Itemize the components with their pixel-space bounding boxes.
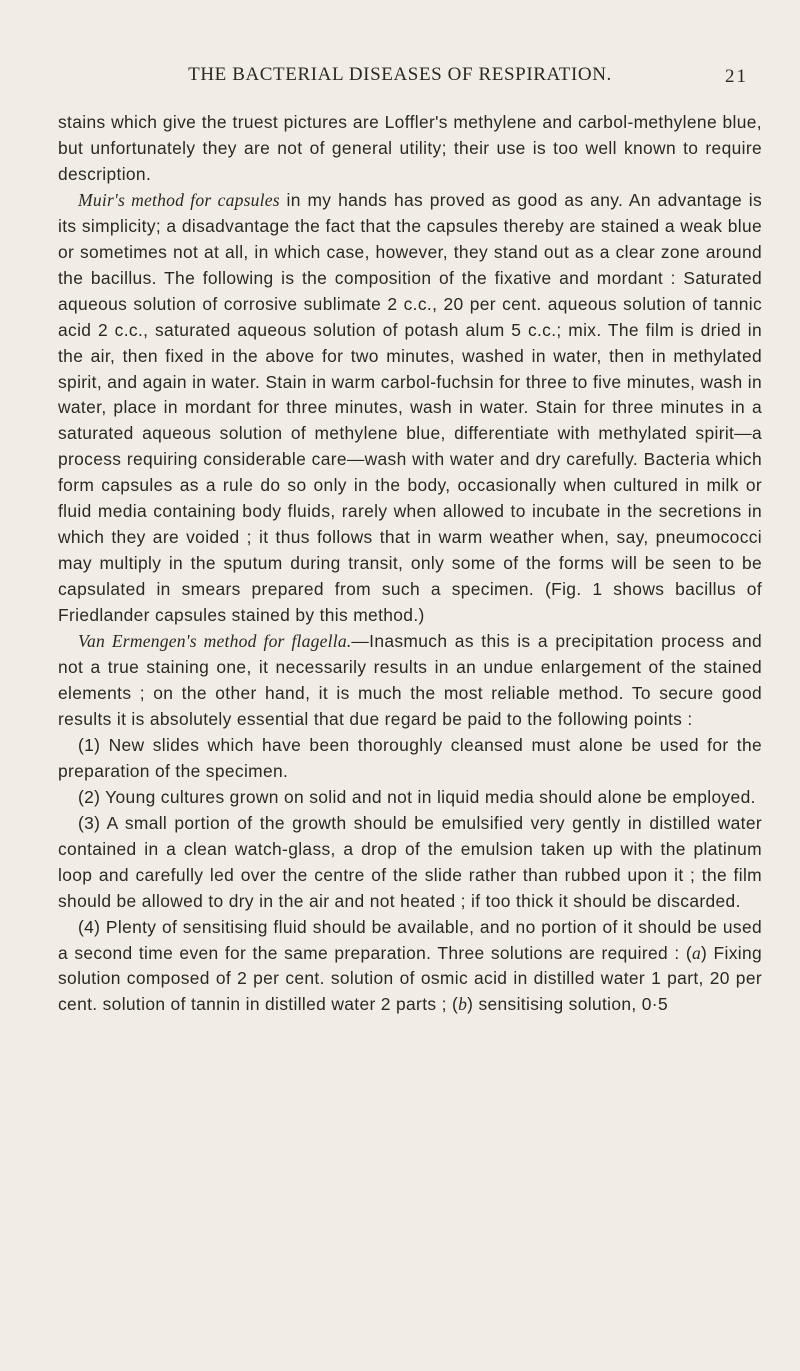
paragraph-van-ermengen-method (58, 629, 762, 733)
list-item-4-text-c: ) sensitising solution, 0·5 (467, 994, 668, 1015)
list-item-1-text: (1) New slides which have been thoroughly cleansed must alone be used for the preparation of the specimen. (58, 734, 762, 781)
van-ermengen-heading: Van Ermengen's method for flagella. (78, 631, 352, 652)
running-title: THE BACTERIAL DISEASES OF RESPIRATION. (188, 64, 612, 85)
muir-method-heading: Muir's method for capsules (78, 189, 280, 210)
list-item-4-letter-a: a (692, 942, 702, 963)
paragraph-loffler-stains: stains which give the truest pictures are Loffler's methylene and carbol-methylene blue, but unfortunately they are not of general utility; their use is too well known to require description. (58, 112, 762, 184)
page-number: 21 (725, 66, 748, 87)
list-item (58, 811, 762, 915)
list-item-4-text-b: ) Fixing solution composed of 2 per cent. solution of osmic acid in distilled water 1 part, 20 per cent. solution of tannin in distilled water 2 parts ; ( (58, 942, 763, 1015)
body-text (58, 110, 762, 1018)
list-item-4-letter-b: b (458, 994, 468, 1015)
muir-method-text: in my hands has proved as good as any. An advantage is its simplicity; a disadvantage the fact that the capsules thereby are stained a weak blue or sometimes not at all, in which case, however, they stand out as a clear zone around the bacillus. The following is the composition of the fixative and mordant : Saturated aqueous solution of corrosive sublimate 2 c.c., 20 per cent. aqueous solution of tannic acid 2 c.c., saturated aqueous solution of potash alum 5 c.c.; mix. The film is dried in the air, then fixed in the above for two minutes, washed in water, then in methylated spirit, and again in water. Stain in warm carbol-fuchsin for three to five minutes, wash in water, place in mordant for three minutes, wash in water. Stain for three minutes in a saturated aqueous solution of methylene blue, differentiate with methylated spirit—a process requiring considerable care—wash with water and dry carefully. Bacteria which form capsules as a rule do so only in the body, occasionally when cultured in milk or fluid media containing body fluids, rarely when allowed to incubate in the secretions in which they are voided ; it thus follows that in warm weather when, say, pneumococci may multiply in the sputum during transit, only some of the forms will be seen to be capsulated in smears prepared from such a specimen. (Fig. 1 shows bacillus of Friedlander capsules stained by this method.) (58, 189, 762, 626)
paragraph-muir-method (58, 188, 762, 629)
list-item (58, 733, 762, 785)
van-ermengen-text: —Inasmuch as this is a precipitation process and not a true staining one, it necessarily results in an undue enlargement of the stained elements ; on the other hand, it is much the most reliable method. To secure good results it is absolutely essential that due regard be paid to the following points : (58, 631, 762, 729)
running-header (0, 64, 800, 92)
list-item (58, 785, 762, 811)
list-item-2-text: (2) Young cultures grown on solid and not in liquid media should alone be employed. (78, 786, 756, 807)
list-item-3-text: (3) A small portion of the growth should be emulsified very gently in distilled water contained in a clean watch-glass, a drop of the emulsion taken up with the platinum loop and carefully led over the centre of the slide rather than rubbed upon it ; the film should be allowed to dry in the air and not heated ; if too thick it should be discarded. (58, 812, 762, 911)
list-item (58, 915, 762, 1019)
list-item-4-text-a: (4) Plenty of sensitising fluid should be available, and no portion of it should be used a second time even for the same preparation. Three solutions are required : ( (58, 916, 762, 963)
